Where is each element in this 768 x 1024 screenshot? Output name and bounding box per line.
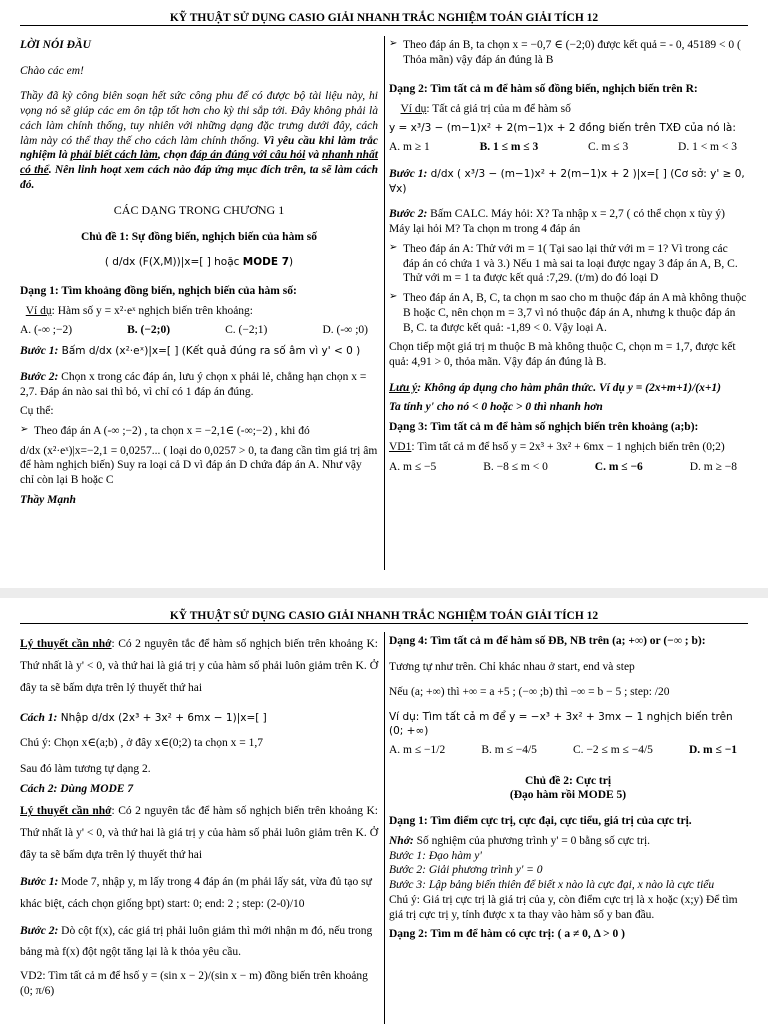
theory-text: : Có 2 nguyên tắc để hàm số nghịch biến trên khoảng K: Thứ nhất là y' < 0, và thứ hai là giá trị y của hàm số phải luôn giảm trên K. Ở đây ta sẽ bấm dựa trên lý thuyết thứ hai: [20, 638, 378, 694]
option-a: A. m ≥ 1: [389, 141, 430, 154]
intro-bold: Vì yêu cầu khi làm trắc nghiệm là: [20, 134, 378, 162]
choose-next: Chọn tiếp một giá trị m thuộc B mà không thuộc C, chọn m = 1,7, được kết quả: 4,91 > 0, thỏa mãn. Vậy đáp án đúng là B.: [389, 341, 736, 368]
answer-options-3: [389, 460, 747, 475]
option-a: A. m ≤ −5: [389, 460, 437, 473]
formula-mode: MODE 7: [242, 255, 290, 268]
option-a: A. m ≤ −1/2: [389, 744, 446, 757]
step-2-label: Bước 2:: [389, 208, 428, 221]
right-column: [389, 38, 747, 480]
step-2-label: Bước 2:: [20, 924, 59, 937]
example-text: : Hàm số y = x²·eˣ nghịch biến trên khoảng:: [51, 304, 253, 317]
topic-2-dang-2: Dạng 2: Tìm m để hàm có cực trị: ( a ≠ 0, Δ > 0 ): [389, 928, 625, 941]
step-2: [20, 370, 378, 399]
if-text: Nếu (a; +∞) thì +∞ = a +5 ; (−∞ ;b) thì −∞ = b − 5 ; step: /20: [389, 686, 670, 699]
note-choose-x: Chú ý: Chọn x∈(a;b) , ở đây x∈(0;2) ta chọn x = 1,7: [20, 737, 263, 750]
topic-1-formula: [20, 256, 378, 269]
cuctri-note: Chú ý: Giá trị cực trị là giá trị của y, còn điểm cực trị là x hoặc (x;y) Để tìm giá trị cực trị y, tính được x ta thay vào hàm số y ban đầu.: [389, 893, 738, 921]
right-column: [389, 634, 747, 947]
document-page-2: [0, 598, 768, 1024]
note: [389, 381, 747, 396]
header-rule: [20, 623, 748, 624]
option-c: C. (−2;1): [225, 324, 268, 337]
step-1-label: Bước 1:: [20, 875, 59, 888]
example-4: Ví dụ: Tìm tất cả m để y = −x³ + 3x² + 3mx − 1 nghịch biến trên (0; +∞): [389, 711, 733, 737]
bullet-option-a: ➢ Theo đáp án A: Thử với m = 1( Tại sao lại thử với m = 1? Vì trong các đáp án có chứa 1 và 3.) Nếu 1 mà sai ta loại được ngay 3 đáp án A, B, C. Thử với m = 1 ta được kết quả :7,29. (t/m) do đó loại D: [389, 242, 747, 286]
dang-3-heading: Dạng 3: Tìm tất cả m để hàm số nghịch biến trên khoảng (a;b):: [389, 421, 699, 434]
intro-bold-3: và: [305, 149, 323, 162]
method-1-text: Nhập d/dx (2x³ + 3x² + 6mx − 1)|x=[ ]: [57, 711, 267, 724]
step-1: [20, 344, 378, 359]
answer-options-2: [389, 140, 747, 155]
bullet-option-abc: ➢ Theo đáp án A, B, C, ta chọn m sao cho m thuộc đáp án A mà không thuộc B hoặc C, nên chọn m = 3,7 vì nó thuộc đáp án A, nhưng k thuộc đáp án B, C. ta được kết quả: -1,89 < 0. Vậy loại A.: [389, 291, 747, 335]
column-divider: [384, 632, 385, 1024]
then-text: Sau đó làm tương tự dạng 2.: [20, 762, 151, 775]
option-b: B. −8 ≤ m < 0: [483, 460, 548, 473]
formula-close: ): [289, 255, 294, 268]
topic-2-subheading: (Đạo hàm rồi MODE 5): [509, 789, 627, 802]
step-2-label: Bước 2:: [20, 370, 59, 383]
theory-2: [20, 801, 378, 867]
intro-bold-4: . Nên linh hoạt xem cách nào đáp ứng mục đích trên, ta sẽ làm cách đó.: [20, 164, 378, 191]
greeting: Chào các em!: [20, 64, 84, 77]
step-1-text: Bấm d/dx (x²·eˣ)|x=[ ] (Kết quả đúng ra số âm vì y' < 0 ): [58, 345, 361, 358]
vd1-text: : Tìm tất cả m để hsố y = 2x³ + 3x² + 6mx − 1 nghịch biến trên (0;2): [411, 440, 725, 453]
intro-underline-1: phải biết cách làm: [70, 149, 158, 162]
intro-paragraph: [20, 89, 378, 192]
remember-label: Nhớ:: [389, 834, 414, 847]
author-signature: Thầy Mạnh: [20, 493, 76, 506]
step-1-text: Mode 7, nhập y, m lấy trong 4 đáp án (m phải lấy sát, vừa đủ tạo sự khác biệt, cách chọn giống bpt) start: 0; end: 2 ; step: (2-0)/10: [20, 875, 372, 910]
bullet-option-a-calc: d/dx (x²·eˣ)|x=−2,1 = 0,0257... ( loại do 0,0257 > 0, ta đang cần tìm giá trị âm để hàm nghịch biến) Suy ra loại cả D vì đáp án D chứa đáp án A. Như vậy chỉ còn lại B hoặc C: [20, 444, 378, 487]
method-1-label: Cách 1:: [20, 711, 58, 724]
example-label: Ví dụ: [25, 304, 52, 317]
dang-2-heading: Dạng 2: Tìm tất cả m để hàm số đồng biến, nghịch biến trên R:: [389, 83, 698, 96]
column-divider: [384, 36, 385, 570]
option-d: D. m ≥ −8: [689, 460, 737, 473]
mode7-step-2: [20, 921, 378, 965]
method-1: [20, 711, 378, 726]
intro-underline-2: đáp án đúng với câu hỏi: [190, 149, 306, 162]
cuctri-step-2: Bước 2: Giải phương trình y' = 0: [389, 864, 543, 877]
left-column: [20, 38, 378, 513]
note-text: : Không áp dụng cho hàm phân thức. Ví dụ y = (2x+m+1)/(x+1): [417, 381, 722, 394]
bullet-option-b: ➢ Theo đáp án B, ta chọn x = −0,7 ∈ (−2;0) được kết quả = - 0, 45189 < 0 ( Thỏa mãn) vậy đáp án đúng là B: [389, 38, 747, 67]
vd1-label: VD1: [389, 440, 412, 453]
preface-title: LỜI NÓI ĐẦU: [20, 39, 91, 51]
step-2-text: Dò cột f(x), các giá trị phải luôn giảm thì mới nhận m đó, nếu trong bảng mà f(x) đột ngột tăng lại là k thỏa yêu cầu.: [20, 924, 373, 959]
formula-text: ( d/dx (F(X,M))|x=[ ] hoặc: [104, 255, 243, 268]
option-d: D. (-∞ ;0): [322, 324, 368, 337]
remember: [389, 834, 747, 849]
option-c: C. m ≤ −6: [594, 460, 643, 473]
bullet-option-a: ➢ Theo đáp án A (-∞ ;−2) , ta chọn x = −2,1∈ (-∞;−2) , khi đó: [20, 424, 378, 439]
page-header: KỸ THUẬT SỬ DỤNG CASIO GIẢI NHANH TRẮC NGHIỆM TOÁN GIẢI TÍCH 12: [169, 610, 599, 622]
similar-text: Tương tự như trên. Chỉ khác nhau ở start, end và step: [389, 660, 635, 673]
theory-label: Lý thuyết cần nhớ: [20, 805, 112, 818]
example-2-function: y = x³/3 − (m−1)x² + 2(m−1)x + 2 đồng biến trên TXĐ của nó là:: [389, 121, 736, 134]
answer-options-4: [389, 743, 747, 758]
option-d: D. 1 < m < 3: [678, 141, 737, 154]
theory-label: Lý thuyết cần nhớ: [20, 638, 112, 650]
step-1-label: Bước 1:: [389, 168, 428, 181]
option-c: C. m ≤ 3: [588, 141, 629, 154]
intro-underline-3: nhanh nhất có thể: [20, 149, 378, 177]
topic-2-heading: Chủ đề 2: Cực trị: [524, 774, 612, 787]
note-label: Lưu ý: [389, 381, 418, 394]
topic-2-dang-1: Dạng 1: Tìm điểm cực trị, cực đại, cực tiểu, giá trị của cực trị.: [389, 815, 692, 828]
page-separator: [0, 588, 768, 598]
intro-bold-2: , chọn: [157, 149, 191, 162]
option-c: C. −2 ≤ m ≤ −4/5: [573, 744, 653, 757]
example-label: Ví dụ: [400, 103, 427, 116]
step-1: [389, 167, 747, 196]
vd2: VD2: Tìm tất cả m để hsố y = (sin x − 2)/(sin x − m) đồng biến trên khoảng (0; π/6): [20, 970, 368, 998]
dang-1-heading: Dạng 1: Tìm khoảng đồng biến, nghịch biến của hàm số:: [20, 284, 297, 297]
example-2: [389, 102, 747, 117]
remember-text: Số nghiệm của phương trình y' = 0 bằng số cực trị.: [413, 834, 651, 847]
method-2-heading: Cách 2: Dùng MODE 7: [20, 782, 134, 795]
cu-the-label: Cụ thể:: [20, 405, 54, 418]
step-2-text: Chọn x trong các đáp án, lưu ý chọn x phải lẻ, chẳng hạn chọn x = 2,7. Đáp án nào sai thì bỏ, vì chỉ có 1 đáp án đúng.: [20, 370, 367, 398]
page-header: KỸ THUẬT SỬ DỤNG CASIO GIẢI NHANH TRẮC NGHIỆM TOÁN GIẢI TÍCH 12: [169, 12, 599, 24]
mode7-step-1: [20, 872, 378, 916]
cuctri-step-3: Bước 3: Lập bảng biến thiên để biết x nào là cực đại, x nào là cực tiểu: [389, 879, 715, 892]
option-d: D. m ≤ −1: [689, 744, 737, 757]
topic-1-heading: Chủ đề 1: Sự đồng biến, nghịch biến của hàm số: [80, 230, 317, 243]
note-2: Ta tính y' cho nó < 0 hoặc > 0 thì nhanh hơn: [389, 401, 603, 414]
header-rule: [20, 25, 748, 26]
step-1-label: Bước 1:: [20, 345, 59, 358]
option-b: B. m ≤ −4/5: [481, 744, 537, 757]
step-2: [389, 207, 747, 236]
theory-text: : Có 2 nguyên tắc để hàm số nghịch biến trên khoảng K: Thứ nhất là y' < 0, và thứ hai là giá trị y của hàm số phải luôn giảm trên K. Ở đây ta sẽ bấm dựa trên lý thuyết thứ hai: [20, 805, 378, 862]
step-1-text: d/dx ( x³/3 − (m−1)x² + 2(m−1)x + 2 )|x=[ ] (Cơ sở: y' ≥ 0, ∀x): [389, 168, 745, 195]
answer-options-1: [20, 323, 378, 338]
vd1: [389, 440, 747, 455]
step-2-text: Bấm CALC. Máy hỏi: X? Ta nhập x = 2,7 ( có thể chọn x tùy ý) Máy lại hỏi M? Ta chọn m trong 4 đáp án: [389, 208, 726, 236]
example-1: [20, 304, 378, 319]
chapter-heading: CÁC DẠNG TRONG CHƯƠNG 1: [113, 203, 285, 218]
option-b: B. (−2;0): [127, 324, 171, 337]
option-b: B. 1 ≤ m ≤ 3: [479, 141, 539, 154]
option-a: A. (-∞ ;−2): [20, 324, 73, 337]
dang-4-heading: Dạng 4: Tìm tất cả m để hàm số ĐB, NB trên (a; +∞) or (−∞ ; b):: [389, 635, 706, 647]
example-text: : Tất cả giá trị của m để hàm số: [426, 103, 571, 116]
theory-1: [20, 634, 378, 700]
cuctri-step-1: Bước 1: Đạo hàm y': [389, 849, 482, 862]
left-column: [20, 634, 378, 1004]
intro-text: Thầy đã kỳ công biên soạn hết sức công phu để có được bộ tài liệu này, hi vọng nó sẽ giúp các em ôn tập tốt hơn cho kỳ thi sắp tới. Đây không phải là cách làm chính thống, tuy nhiên với những dạng đặc trưng dưới đây, cách làm này có thể thay thế cho cách làm chính thống.: [20, 90, 378, 147]
